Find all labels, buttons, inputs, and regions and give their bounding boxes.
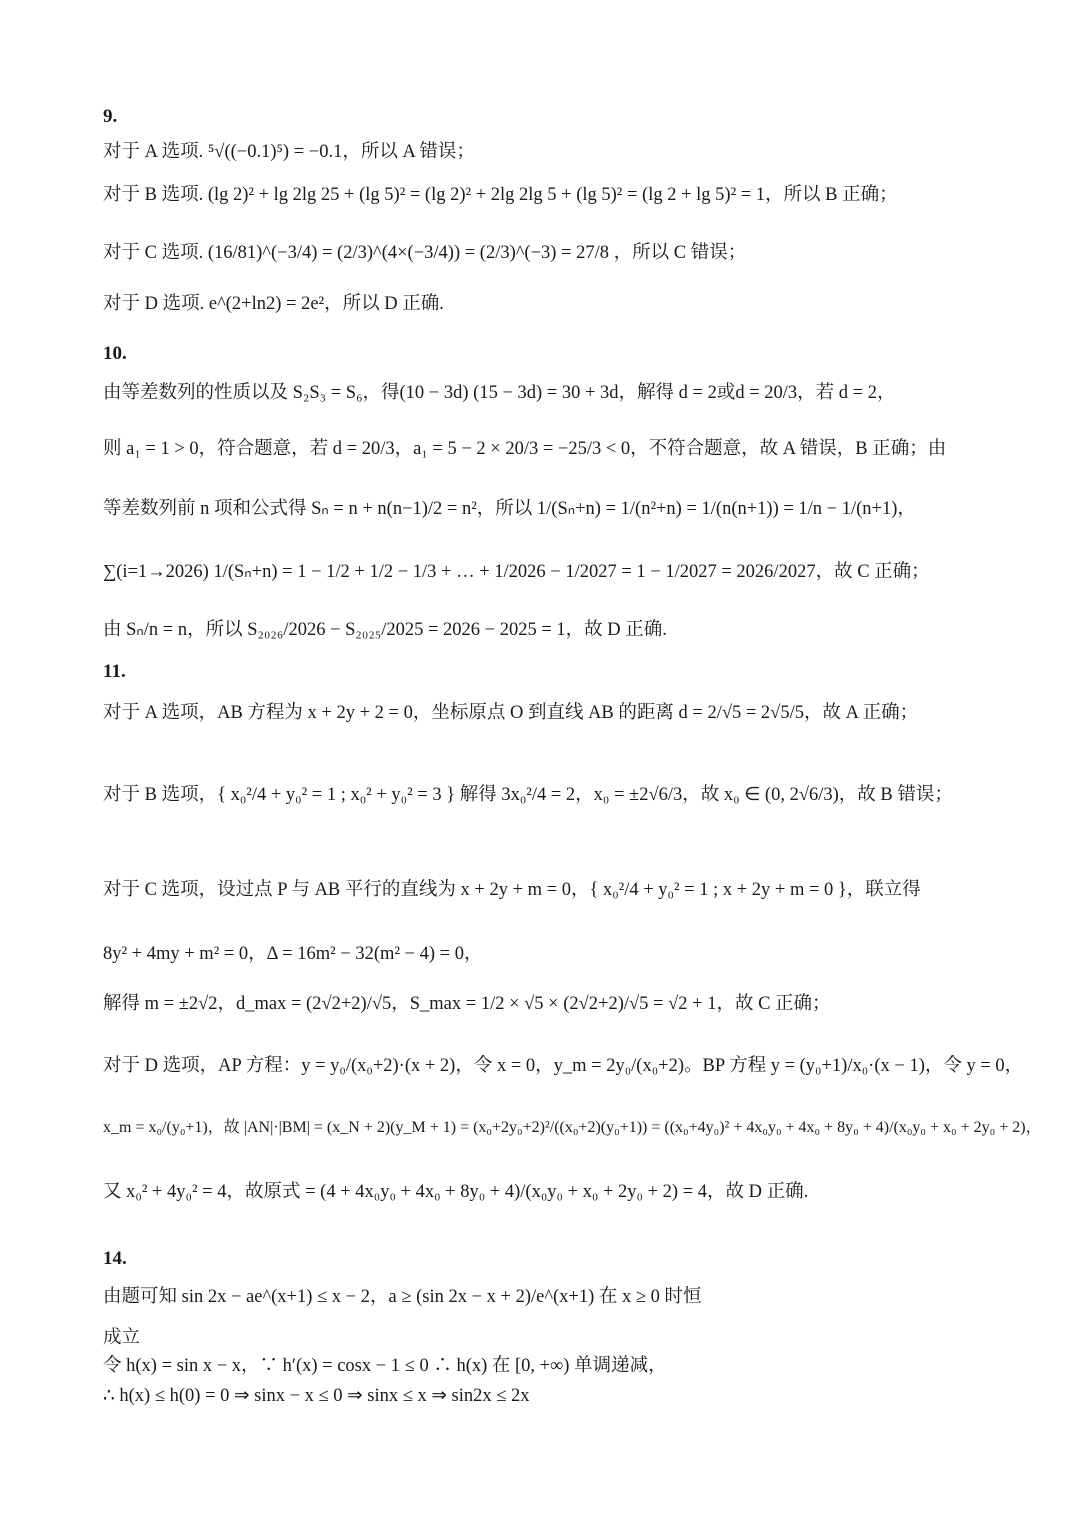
problem-10-line-1: 由等差数列的性质以及 S₂S₃ = S₆，得(10 − 3d) (15 − 3d) = 30 + 3d，解得 d = 2或d = 20/3，若 d = 2， (103, 383, 896, 403)
problem-11-line-1: 对于 A 选项，AB 方程为 x + 2y + 2 = 0，坐标原点 O 到直线 AB 的距离 d = 2/√5 = 2√5/5，故 A 正确； (103, 703, 919, 723)
problem-9-line-2: 对于 B 选项. (lg 2)² + lg 2lg 25 + (lg 5)² = (lg 2)² + 2lg 2lg 5 + (lg 5)² = (lg 2 + lg 5)² = 1，所以 B 正确； (103, 185, 898, 205)
problem-14-line-3: 令 h(x) = sin x − x，∵ h′(x) = cosx − 1 ≤ 0 ∴ h(x) 在 [0, +∞) 单调递减， (103, 1356, 667, 1376)
problem-9-number: 9. (103, 106, 118, 127)
problem-9-line-1: 对于 A 选项. ⁵√((−0.1)⁵) = −0.1，所以 A 错误； (103, 142, 475, 162)
problem-11-line-2: 对于 B 选项，{ x₀²/4 + y₀² = 1 ; x₀² + y₀² = 3 } 解得 3x₀²/4 = 2，x₀ = ±2√6/3，故 x₀ ∈ (0, 2√6/3)，故 B 错误； (103, 785, 953, 805)
problem-10-line-2: 则 a₁ = 1 > 0，符合题意，若 d = 20/3，a₁ = 5 − 2 × 20/3 = −25/3 < 0，不符合题意，故 A 错误，B 正确；由 (103, 439, 947, 459)
problem-10-number: 10. (103, 343, 127, 364)
problem-10-line-5: 由 Sₙ/n = n，所以 S₂₀₂₆/2026 − S₂₀₂₅/2025 = 2026 − 2025 = 1，故 D 正确. (103, 620, 667, 640)
problem-11-line-5: 解得 m = ±2√2，d_max = (2√2+2)/√5，S_max = 1/2 × √5 × (2√2+2)/√5 = √2 + 1，故 C 正确； (103, 994, 831, 1014)
problem-14-line-4: ∴ h(x) ≤ h(0) = 0 ⇒ sinx − x ≤ 0 ⇒ sinx ≤ x ⇒ sin2x ≤ 2x (103, 1386, 530, 1406)
problem-11-line-3: 对于 C 选项，设过点 P 与 AB 平行的直线为 x + 2y + m = 0，{ x₀²/4 + y₀² = 1 ; x + 2y + m = 0 }，联立得 (103, 880, 921, 900)
problem-11-number: 11. (103, 661, 126, 682)
problem-11-line-6: 对于 D 选项，AP 方程：y = y₀/(x₀+2)·(x + 2)，令 x = 0，y_m = 2y₀/(x₀+2)。BP 方程 y = (y₀+1)/x₀·(x − 1)，令 y = 0， (103, 1056, 1024, 1076)
problem-11-line-7: x_m = x₀/(y₀+1)，故 |AN|·|BM| = (x_N + 2)(y_M + 1) = (x₀+2y₀+2)²/((x₀+2)(y₀+1)) = ((x₀+4y₀)² + 4x₀y₀ + 4x₀ + 8y₀ + 4)/(x₀y₀ + x₀ + 2y₀ + 2)， (103, 1119, 1042, 1136)
problem-11-line-8: 又 x₀² + 4y₀² = 4，故原式 = (4 + 4x₀y₀ + 4x₀ + 8y₀ + 4)/(x₀y₀ + x₀ + 2y₀ + 2) = 4，故 D 正确. (103, 1182, 809, 1202)
problem-14-line-2: 成立 (103, 1328, 141, 1348)
problem-11-line-4: 8y² + 4my + m² = 0，Δ = 16m² − 32(m² − 4) = 0， (103, 944, 483, 964)
problem-14-number: 14. (103, 1248, 127, 1269)
problem-14-line-1: 由题可知 sin 2x − ae^(x+1) ≤ x − 2，a ≥ (sin 2x − x + 2)/e^(x+1) 在 x ≥ 0 时恒 (103, 1287, 702, 1307)
problem-10-line-4: ∑(i=1→2026) 1/(Sₙ+n) = 1 − 1/2 + 1/2 − 1/3 + … + 1/2026 − 1/2027 = 1 − 1/2027 = 2026/2027，故 C 正确； (103, 562, 930, 582)
problem-9-line-3: 对于 C 选项. (16/81)^(−3/4) = (2/3)^(4×(−3/4)) = (2/3)^(−3) = 27/8 ，所以 C 错误； (103, 243, 747, 263)
problem-10-line-3: 等差数列前 n 项和公式得 Sₙ = n + n(n−1)/2 = n²，所以 1/(Sₙ+n) = 1/(n²+n) = 1/(n(n+1)) = 1/n − 1/(n+1)， (103, 499, 916, 519)
problem-9-line-4: 对于 D 选项. e^(2+ln2) = 2e²，所以 D 正确. (103, 294, 444, 314)
